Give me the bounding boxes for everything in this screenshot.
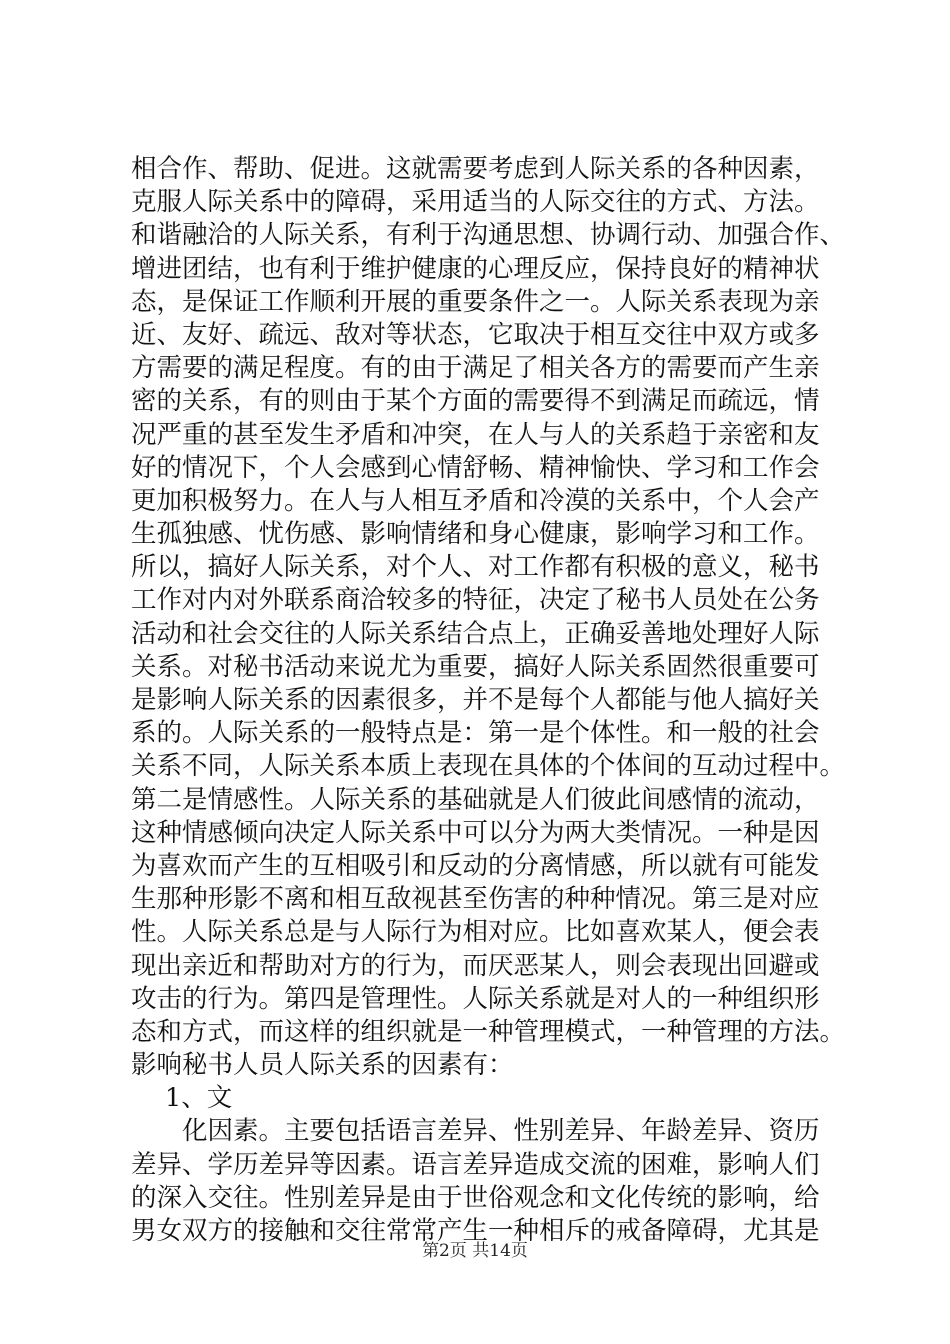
text-line: 第二是情感性。人际关系的基础就是人们彼此间感情的流动， <box>131 784 820 815</box>
body-text <box>131 153 846 1248</box>
text-line: 化因素。主要包括语言差异、性别差异、年龄差异、资历 <box>182 1116 820 1147</box>
text-line: 差异、学历差异等因素。语言差异造成交流的困难，影响人们 <box>131 1149 820 1180</box>
text-line: 态和方式，而这样的组织就是一种管理模式，一种管理的方法。 <box>131 1016 846 1047</box>
text-line: 活动和社会交往的人际关系结合点上，正确妥善地处理好人际 <box>131 618 820 649</box>
text-line: 况严重的甚至发生矛盾和冲突，在人与人的关系趋于亲密和友 <box>131 419 820 450</box>
text-line: 性。人际关系总是与人际行为相对应。比如喜欢某人，便会表 <box>131 917 820 948</box>
page-footer: 第2页 共14页 <box>422 1241 528 1261</box>
text-line: 男女双方的接触和交往常常产生一种相斥的戒备障碍，尤其是 <box>131 1216 820 1246</box>
text-line: 工作对内对外联系商洽较多的特征，决定了秘书人员处在公务 <box>131 585 820 616</box>
text-line: 态，是保证工作顺利开展的重要条件之一。人际关系表现为亲 <box>131 286 820 317</box>
text-line: 好的情况下，个人会感到心情舒畅、精神愉快、学习和工作会 <box>131 452 820 483</box>
text-line: 关系不同，人际关系本质上表现在具体的个体间的互动过程中。 <box>131 751 846 782</box>
text-line: 近、友好、疏远、敌对等状态，它取决于相互交往中双方或多 <box>131 319 820 350</box>
text-line: 现出亲近和帮助对方的行为，而厌恶某人，则会表现出回避或 <box>131 950 820 981</box>
text-line: 和谐融洽的人际关系，有利于沟通思想、协调行动、加强合作、 <box>131 220 846 251</box>
list-item-number: 1、文 <box>165 1083 233 1114</box>
text-line: 所以，搞好人际关系，对个人、对工作都有积极的意义，秘书 <box>131 552 820 583</box>
text-line: 克服人际关系中的障碍，采用适当的人际交往的方式、方法。 <box>131 187 820 218</box>
text-line: 的深入交往。性别差异是由于世俗观念和文化传统的影响，给 <box>131 1182 820 1213</box>
text-line: 更加积极努力。在人与人相互矛盾和冷漠的关系中，个人会产 <box>131 485 820 516</box>
text-line: 影响秘书人员人际关系的因素有： <box>131 1050 514 1081</box>
text-line: 方需要的满足程度。有的由于满足了相关各方的需要而产生亲 <box>131 353 820 384</box>
text-line: 关系。对秘书活动来说尤为重要，搞好人际关系固然很重要可 <box>131 651 820 682</box>
text-line: 增进团结，也有利于维护健康的心理反应，保持良好的精神状 <box>131 253 820 284</box>
text-line: 密的关系，有的则由于某个方面的需要得不到满足而疏远，情 <box>131 386 820 417</box>
text-line: 为喜欢而产生的互相吸引和反动的分离情感，所以就有可能发 <box>131 850 820 881</box>
text-line: 相合作、帮助、促进。这就需要考虑到人际关系的各种因素， <box>131 154 820 184</box>
text-line: 攻击的行为。第四是管理性。人际关系就是对人的一种组织形 <box>131 983 820 1014</box>
text-line: 系的。人际关系的一般特点是：第一是个体性。和一般的社会 <box>131 718 820 749</box>
text-line: 生那种形影不离和相互敌视甚至伤害的种种情况。第三是对应 <box>131 884 820 915</box>
text-line: 是影响人际关系的因素很多，并不是每个人都能与他人搞好关 <box>131 685 820 715</box>
text-line: 生孤独感、忧伤感、影响情绪和身心健康，影响学习和工作。 <box>131 519 820 550</box>
text-line: 这种情感倾向决定人际关系中可以分为两大类情况。一种是因 <box>131 817 820 848</box>
